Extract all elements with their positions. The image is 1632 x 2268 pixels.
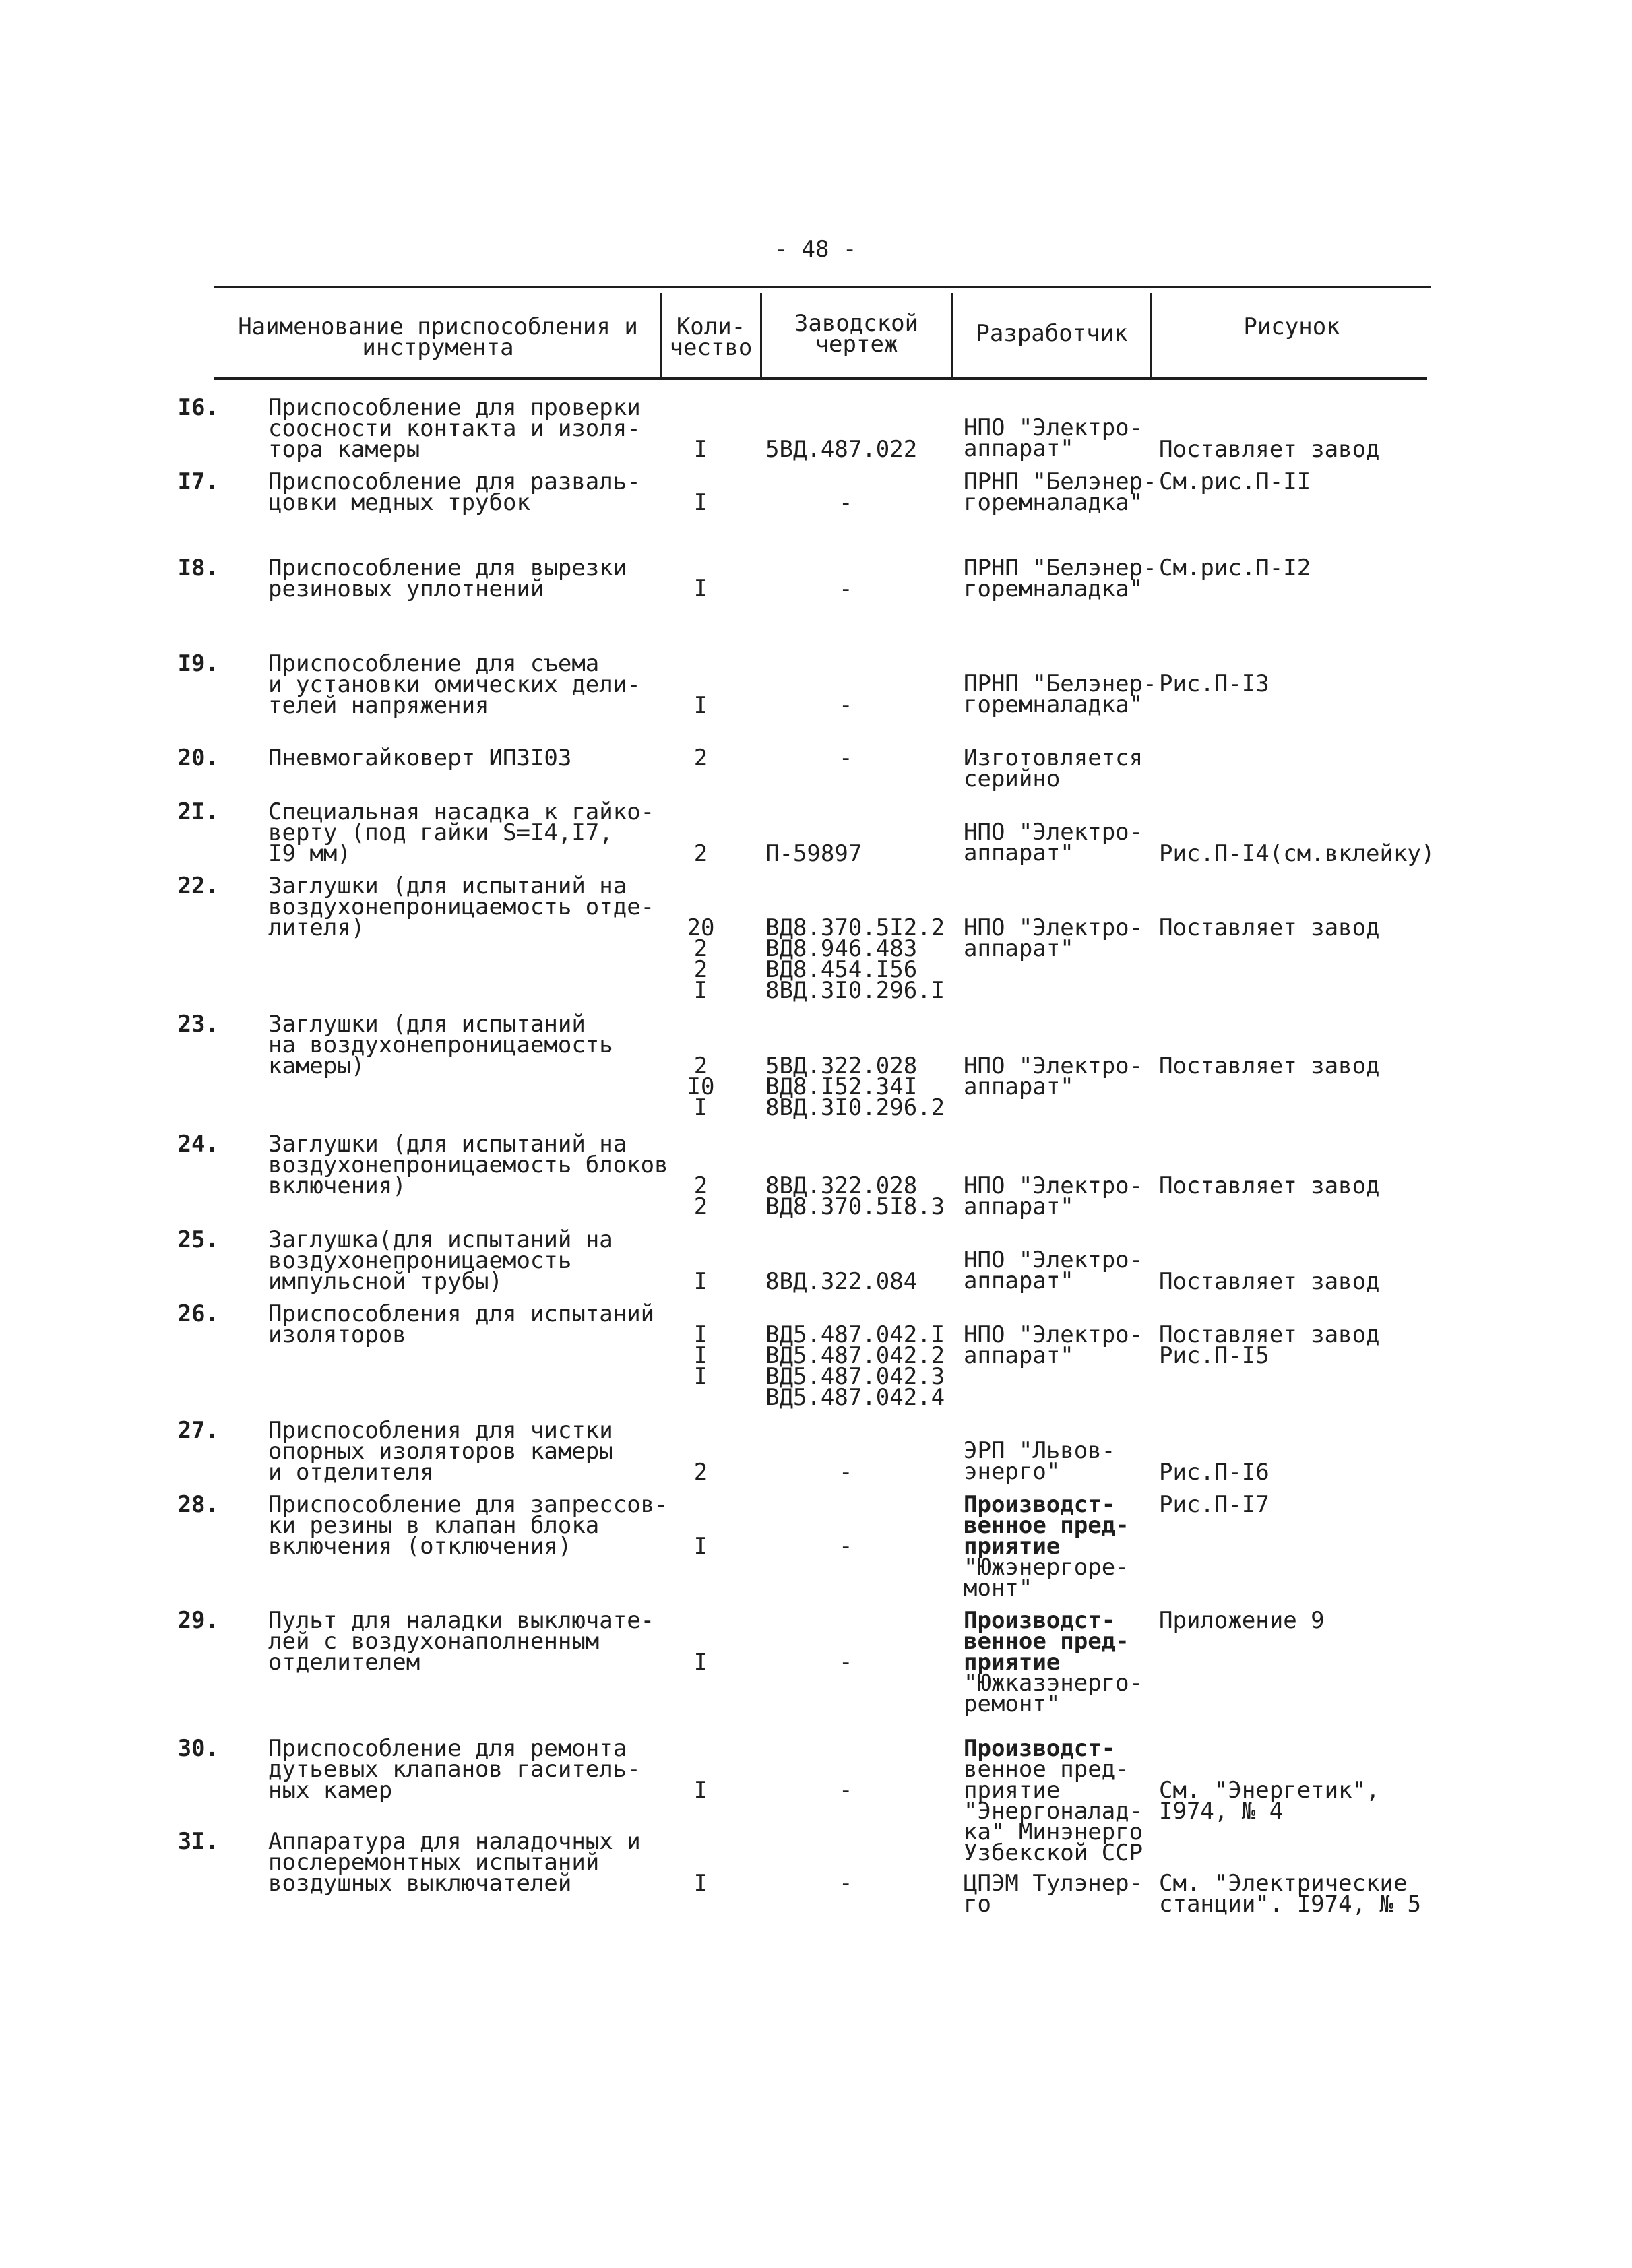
row-figure: Приложение 9	[1159, 1607, 1325, 1634]
row-name: Аппаратура для наладочных и послеремонтных испытаний воздушных выключателей	[268, 1828, 641, 1897]
row-developer: НПО "Электро- аппарат"	[964, 819, 1143, 867]
row-figure: Поставляет завод	[1159, 1172, 1380, 1199]
row-developer: ПРНП "Белэнер- горемналадка"	[964, 555, 1157, 602]
row-developer-org: Производст- венное пред- приятие	[964, 1491, 1129, 1560]
row-name: Заглушки (для испытаний на воздухонепроницаемость камеры)	[268, 1011, 613, 1079]
row-name: Пульт для наладки выключате- лей с воздухонаполненным отделителем	[268, 1607, 655, 1676]
row-drawing: -	[839, 1870, 853, 1897]
row-drawing: -	[839, 692, 853, 719]
row-number: 27.	[177, 1417, 219, 1444]
row-developer-org: Производст- венное пред- приятие	[964, 1607, 1129, 1676]
row-number: I6.	[177, 394, 219, 421]
row-name: Приспособление для ремонта дутьевых клапанов гаситель- ных камер	[268, 1735, 641, 1804]
row-qty: 2	[693, 840, 708, 867]
row-qty: 20 2 2 I	[687, 914, 715, 1004]
row-number: 20.	[177, 745, 219, 771]
header-bottom-rule	[214, 377, 1427, 380]
row-drawing: -	[839, 575, 853, 602]
row-developer: НПО "Электро- аппарат"	[964, 1321, 1143, 1369]
row-qty: 2 I0 I	[687, 1052, 715, 1121]
row-developer: "Южэнергоре- монт"	[964, 1554, 1129, 1602]
row-developer: ЦПЭМ Тулэнер- го	[964, 1870, 1143, 1918]
row-qty: I	[693, 489, 708, 516]
row-number: 26.	[177, 1300, 219, 1327]
row-number: 2I.	[177, 798, 219, 825]
row-qty: I I I	[693, 1321, 708, 1390]
row-number: 23.	[177, 1011, 219, 1038]
row-developer: НПО "Электро- аппарат"	[964, 1052, 1143, 1100]
row-name: Пневмогайковерт ИП3I03	[268, 745, 572, 771]
header-developer: Разработчик	[976, 320, 1128, 347]
row-developer: "Южказэнерго- ремонт"	[964, 1670, 1143, 1718]
row-name: Приспособления для испытаний изоляторов	[268, 1300, 655, 1348]
row-name: Приспособление для съема и установки омических дели- телей напряжения	[268, 650, 641, 719]
row-drawing: ВД5.487.042.I ВД5.487.042.2 ВД5.487.042.3 ВД5.487.042.4	[765, 1321, 945, 1411]
row-drawing: -	[839, 1777, 853, 1804]
row-developer: венное пред- приятие "Энергоналад- ка" Минэнерго Узбекской ССР	[964, 1756, 1143, 1866]
row-developer: НПО "Электро- аппарат"	[964, 1172, 1143, 1220]
row-number: I7.	[177, 468, 219, 495]
row-developer: ЭРП "Львов- энерго"	[964, 1437, 1116, 1485]
row-number: 30.	[177, 1735, 219, 1762]
row-drawing: 8ВД.322.028 ВД8.370.5I8.3	[765, 1172, 945, 1220]
row-figure: См. "Электрические станции". I974, № 5	[1159, 1870, 1421, 1918]
row-qty: I	[693, 1533, 708, 1560]
column-separator-4	[1150, 293, 1152, 379]
row-developer: ПРНП "Белэнер- горемналадка"	[964, 670, 1157, 718]
row-developer: ПРНП "Белэнер- горемналадка"	[964, 468, 1157, 516]
row-developer: НПО "Электро- аппарат"	[964, 414, 1143, 462]
row-qty: I	[693, 1649, 708, 1676]
row-figure: См. "Энергетик", I974, № 4	[1159, 1777, 1380, 1825]
row-drawing: 5ВД.322.028 ВД8.I52.34I 8ВД.3I0.296.2	[765, 1052, 945, 1121]
row-number: I8.	[177, 555, 219, 581]
row-drawing: -	[839, 1533, 853, 1560]
header-top-rule	[214, 286, 1431, 288]
row-number: 24.	[177, 1131, 219, 1158]
row-qty: I	[693, 692, 708, 719]
header-qty: Коли- чество	[669, 313, 753, 361]
row-developer: НПО "Электро- аппарат"	[964, 1247, 1143, 1294]
row-qty: I	[693, 436, 708, 463]
row-figure: Рис.П-I4(см.вклейку)	[1159, 840, 1435, 867]
row-name: Приспособление для вырезки резиновых уплотнений	[268, 555, 627, 602]
row-developer-org: Производст-	[964, 1735, 1116, 1762]
row-qty: I	[693, 1777, 708, 1804]
row-name: Приспособление для проверки соосности контакта и изоля- тора камеры	[268, 394, 641, 463]
header-name: Наименование приспособления и инструмента	[238, 313, 638, 361]
row-drawing: ВД8.370.5I2.2 ВД8.946.483 ВД8.454.I56 8ВД.3I0.296.I	[765, 914, 945, 1004]
row-number: 3I.	[177, 1828, 219, 1855]
row-drawing: -	[839, 745, 853, 771]
column-separator-1	[660, 293, 662, 379]
row-name: Специальная насадка к гайко- верту (под гайки S=I4,I7, I9 мм)	[268, 798, 655, 867]
row-figure: Рис.П-I3	[1159, 670, 1269, 697]
row-qty: 2	[693, 745, 708, 771]
row-number: 29.	[177, 1607, 219, 1634]
row-figure: Поставляет завод	[1159, 436, 1380, 463]
row-figure: Поставляет завод	[1159, 1268, 1380, 1295]
row-figure: См.рис.П-II	[1159, 468, 1311, 495]
row-figure: Поставляет завод	[1159, 914, 1380, 941]
row-figure: Поставляет завод	[1159, 1052, 1380, 1079]
row-number: 22.	[177, 873, 219, 900]
row-drawing: 5ВД.487.022	[765, 436, 918, 463]
row-drawing: -	[839, 1459, 853, 1486]
row-figure: Рис.П-I6	[1159, 1459, 1269, 1486]
column-separator-3	[951, 293, 953, 379]
row-qty: 2	[693, 1459, 708, 1486]
row-name: Приспособление для разваль- цовки медных трубок	[268, 468, 641, 516]
row-name: Заглушка(для испытаний на воздухонепроницаемость импульсной трубы)	[268, 1226, 613, 1295]
column-separator-2	[760, 293, 762, 379]
row-name: Приспособления для чистки опорных изоляторов камеры и отделителя	[268, 1417, 613, 1486]
row-drawing: П-59897	[765, 840, 862, 867]
row-qty: I	[693, 1268, 708, 1295]
header-figure: Рисунок	[1243, 313, 1340, 340]
row-name: Заглушки (для испытаний на воздухонепроницаемость блоков включения)	[268, 1131, 668, 1199]
page-number: - 48 -	[774, 236, 857, 263]
row-qty: I	[693, 1870, 708, 1897]
row-developer: НПО "Электро- аппарат"	[964, 914, 1143, 962]
row-drawing: -	[839, 1649, 853, 1676]
header-drawing: Заводской чертеж	[794, 310, 919, 358]
row-name: Заглушки (для испытаний на воздухонепроницаемость отде- лителя)	[268, 873, 655, 941]
row-qty: I	[693, 575, 708, 602]
row-number: 28.	[177, 1491, 219, 1518]
row-figure: Рис.П-I7	[1159, 1491, 1269, 1518]
row-developer: Изготовляется серийно	[964, 745, 1143, 792]
row-figure: Поставляет завод Рис.П-I5	[1159, 1321, 1380, 1369]
row-number: 25.	[177, 1226, 219, 1253]
row-drawing: -	[839, 489, 853, 516]
row-drawing: 8ВД.322.084	[765, 1268, 918, 1295]
row-figure: См.рис.П-I2	[1159, 555, 1311, 581]
row-qty: 2 2	[693, 1172, 708, 1220]
row-name: Приспособление для запрессов- ки резины в клапан блока включения (отключения)	[268, 1491, 668, 1560]
row-number: I9.	[177, 650, 219, 677]
